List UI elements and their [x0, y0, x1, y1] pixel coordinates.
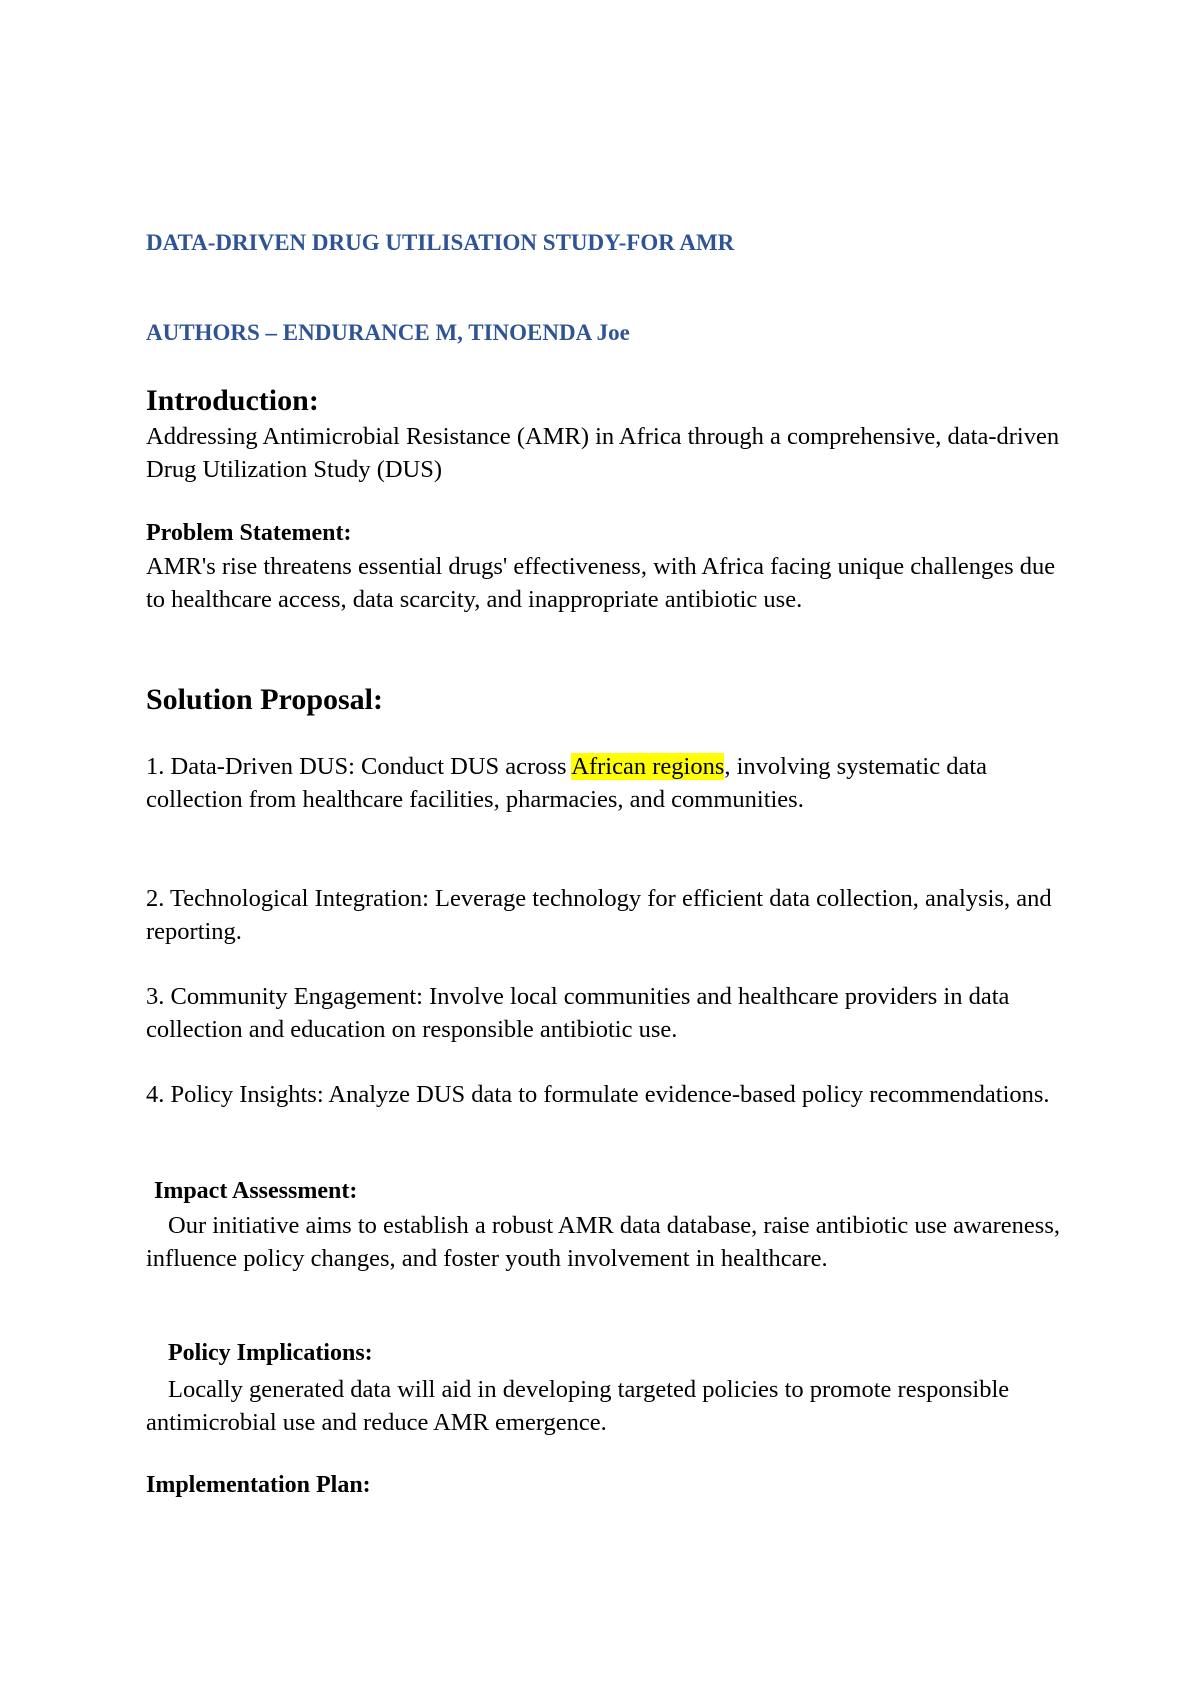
- solution-item-2: 2. Technological Integration: Leverage technology for efficient data collection, analysis, and reporting.: [146, 885, 1052, 945]
- highlighted-text: African regions: [571, 753, 725, 780]
- policy-implications-heading: Policy Implications:: [168, 1340, 373, 1366]
- solution-item-3: 3. Community Engagement: Involve local communities and healthcare providers in data collection and education on responsible antibiotic use.: [146, 983, 1010, 1043]
- solution-item-1-before: 1. Data-Driven DUS: Conduct DUS across: [146, 753, 572, 780]
- document-authors: AUTHORS – ENDURANCE M, TINOENDA Joe: [146, 320, 630, 345]
- implementation-plan-heading: Implementation Plan:: [146, 1472, 371, 1498]
- problem-statement-text: AMR's rise threatens essential drugs' effectiveness, with Africa facing unique challenges due to healthcare access, data scarcity, and inappropriate antibiotic use.: [146, 553, 1056, 613]
- introduction-text: Addressing Antimicrobial Resistance (AMR) in Africa through a comprehensive, data-driven Drug Utilization Study (DUS): [146, 423, 1060, 483]
- solution-item-4: 4. Policy Insights: Analyze DUS data to formulate evidence-based policy recommendations.: [146, 1081, 1050, 1108]
- problem-statement-heading: Problem Statement:: [146, 520, 352, 546]
- solution-item-1: [146, 750, 1066, 816]
- impact-assessment-text: Our initiative aims to establish a robust AMR data database, raise antibiotic use awareness, influence policy changes, and foster youth involvement in healthcare.: [146, 1212, 1060, 1272]
- solution-item-1-after: , involving systematic data collection from healthcare facilities, pharmacies, and communities.: [146, 753, 988, 813]
- introduction-heading: Introduction:: [146, 384, 319, 417]
- impact-assessment-heading: Impact Assessment:: [154, 1178, 358, 1204]
- document-title: DATA-DRIVEN DRUG UTILISATION STUDY-FOR AMR: [146, 230, 735, 255]
- solution-proposal-heading: Solution Proposal:: [146, 683, 383, 716]
- policy-implications-text: Locally generated data will aid in developing targeted policies to promote responsible antimicrobial use and reduce AMR emergence.: [146, 1376, 1010, 1436]
